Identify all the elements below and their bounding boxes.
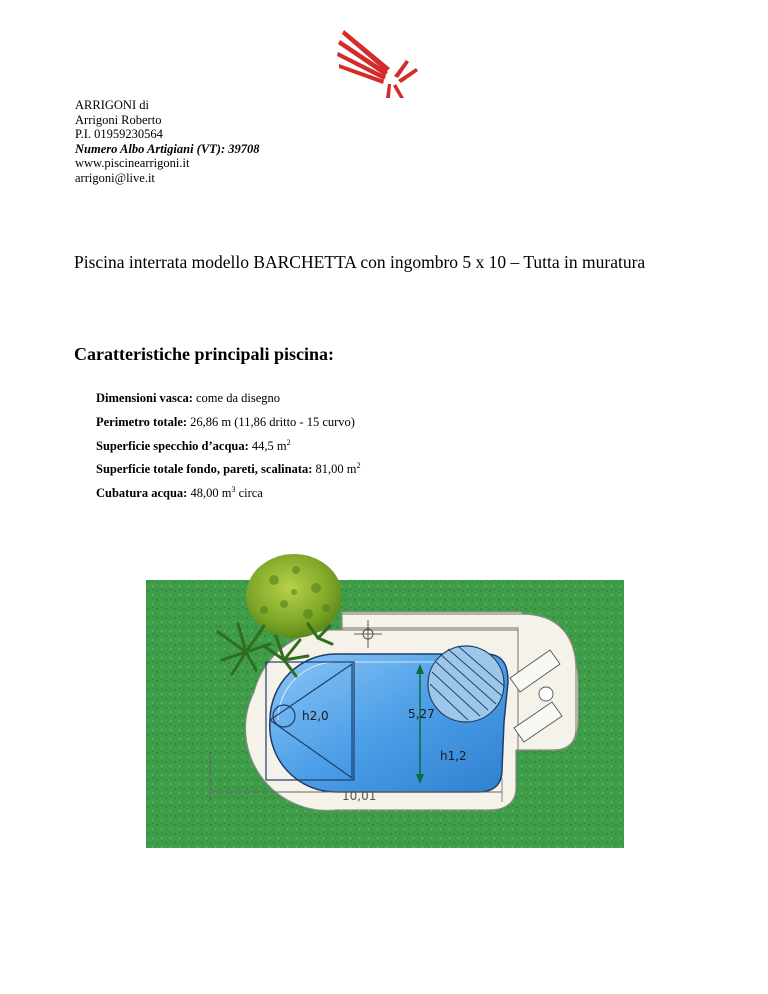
spec-dimensions [96,391,361,415]
document-title: Piscina interrata modello BARCHETTA con ingombro 5 x 10 – Tutta in muratura [74,252,646,272]
section-heading: Caratteristiche principali piscina: [74,344,334,364]
depth-deep-label: h2,0 [302,709,329,723]
logo-icon [334,22,430,98]
spec-value: come da disegno [196,391,281,405]
pool-width-label: 5,27 [408,707,435,721]
website-link[interactable]: www.piscinearrigoni.it [75,156,190,170]
email-link[interactable]: arrigoni@live.it [75,170,155,185]
spec-label: Superficie totale fondo, pareti, scalinata: [96,462,313,477]
spec-label: Dimensioni vasca: [96,391,193,405]
spec-value: 48,00 m [190,486,232,501]
spec-water-surface [96,439,361,463]
spec-value: 26,86 m (11,86 dritto - 15 curvo) [190,414,355,429]
spec-unit-exponent: 2 [356,461,361,471]
spec-value: 44,5 m [251,438,287,453]
depth-shallow-label: h1,2 [440,749,467,763]
albo-number: Numero Albo Artigiani (VT): 39708 [75,141,260,156]
vat-number: P.I. 01959230564 [75,127,163,141]
company-info [75,98,260,185]
spec-water-volume [96,486,361,510]
owner-name: Arrigoni Roberto [75,112,162,127]
pool-plan-drawing [146,552,624,848]
pool-length-label: 10,01 [342,789,377,803]
spec-label: Superficie specchio d’acqua: [96,438,249,453]
spec-unit-exponent: 2 [286,437,291,447]
spec-label: Cubatura acqua: [96,486,188,501]
company-name: ARRIGONI di [75,98,149,112]
spec-total-surface [96,462,361,486]
spec-suffix: circa [235,486,263,501]
spec-perimeter [96,415,361,439]
specs-list [96,391,361,510]
stairs-icon [428,646,504,722]
spec-value: 81,00 m [315,462,357,477]
spec-label: Perimetro totale: [96,414,188,429]
spec-unit-exponent: 3 [231,485,236,495]
